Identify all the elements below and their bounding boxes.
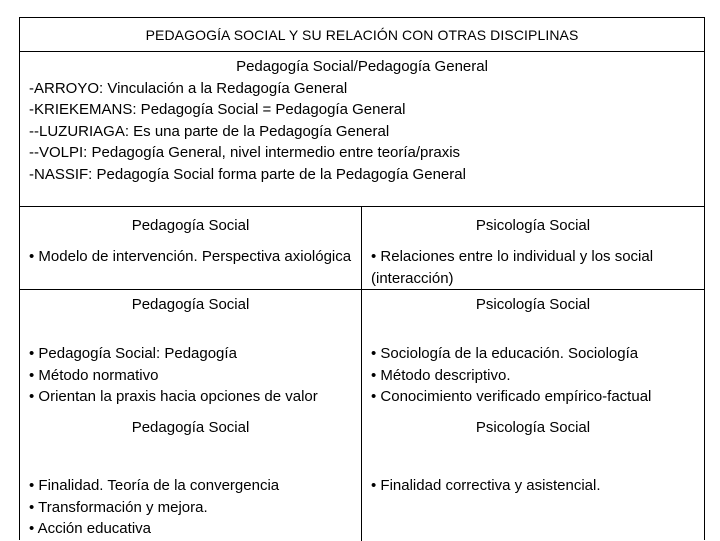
section-2-body-row [20,318,704,413]
section-1-left-cell [20,244,361,289]
section-1-right-cell [361,244,704,289]
section-2-right-heading: Psicología Social [361,290,704,318]
section-2-left-item: • Orientan la praxis hacia opciones de valor [29,388,318,405]
section-3-left-item: • Acción educativa [29,520,151,537]
general-line-arroyo: -ARROYO: Vinculación a la Redagogía General [29,79,348,97]
section-2-left-item: • Método normativo [29,366,159,384]
section-3-header-row [20,413,704,441]
section-3-right-cell [361,441,704,541]
section-1-right-item: • Relaciones entre lo individual y los social (interacción) [371,248,654,287]
section-3-left-item: • Transformación y mejora. [29,498,208,516]
section-3-right-item: • Finalidad correctiva y asistencial. [371,477,601,494]
section-2-right-item: • Conocimiento verificado empírico-factual [371,388,652,405]
general-section [20,52,704,207]
section-2-right-item: • Método descriptivo. [371,366,511,384]
general-line-volpi: --VOLPI: Pedagogía General, nivel intermedio entre teoría/praxis [29,144,461,161]
section-2-right-item: • Sociología de la educación. Sociología [371,345,639,362]
table-title: PEDAGOGÍA SOCIAL Y SU RELACIÓN CON OTRAS DISCIPLINAS [20,18,704,52]
comparison-table [19,17,705,540]
section-2-right-cell [361,318,704,413]
section-2-left-heading: Pedagogía Social [131,295,250,313]
section-2-left-cell [20,318,361,413]
section-1-left-item: • Modelo de intervención. Perspectiva axiológica [29,248,352,265]
section-1-left-heading: Pedagogía Social [131,217,250,234]
section-1-body-row [20,244,704,290]
general-heading: Pedagogía Social/Pedagogía General [236,58,488,75]
section-1-header-row [20,207,704,244]
section-2-left-item: • Pedagogía Social: Pedagogía [29,345,237,362]
general-line-kriekemans: -KRIEKEMANS: Pedagogía Social = Pedagogía General [29,101,406,118]
general-line-nassif: -NASSIF: Pedagogía Social forma parte de la Pedagogía General [29,165,466,183]
section-3-left-cell [20,441,361,541]
section-3-left-item: • Finalidad. Teoría de la convergencia [29,477,280,494]
section-2-header-row [20,290,704,318]
section-1-right-heading: Psicología Social [361,207,704,244]
section-3-body-row [20,441,704,541]
section-3-left-heading: Pedagogía Social [131,418,250,436]
general-line-luzuriaga: --LUZURIAGA: Es una parte de la Pedagogía General [29,122,390,140]
section-3-right-heading: Psicología Social [361,413,704,441]
